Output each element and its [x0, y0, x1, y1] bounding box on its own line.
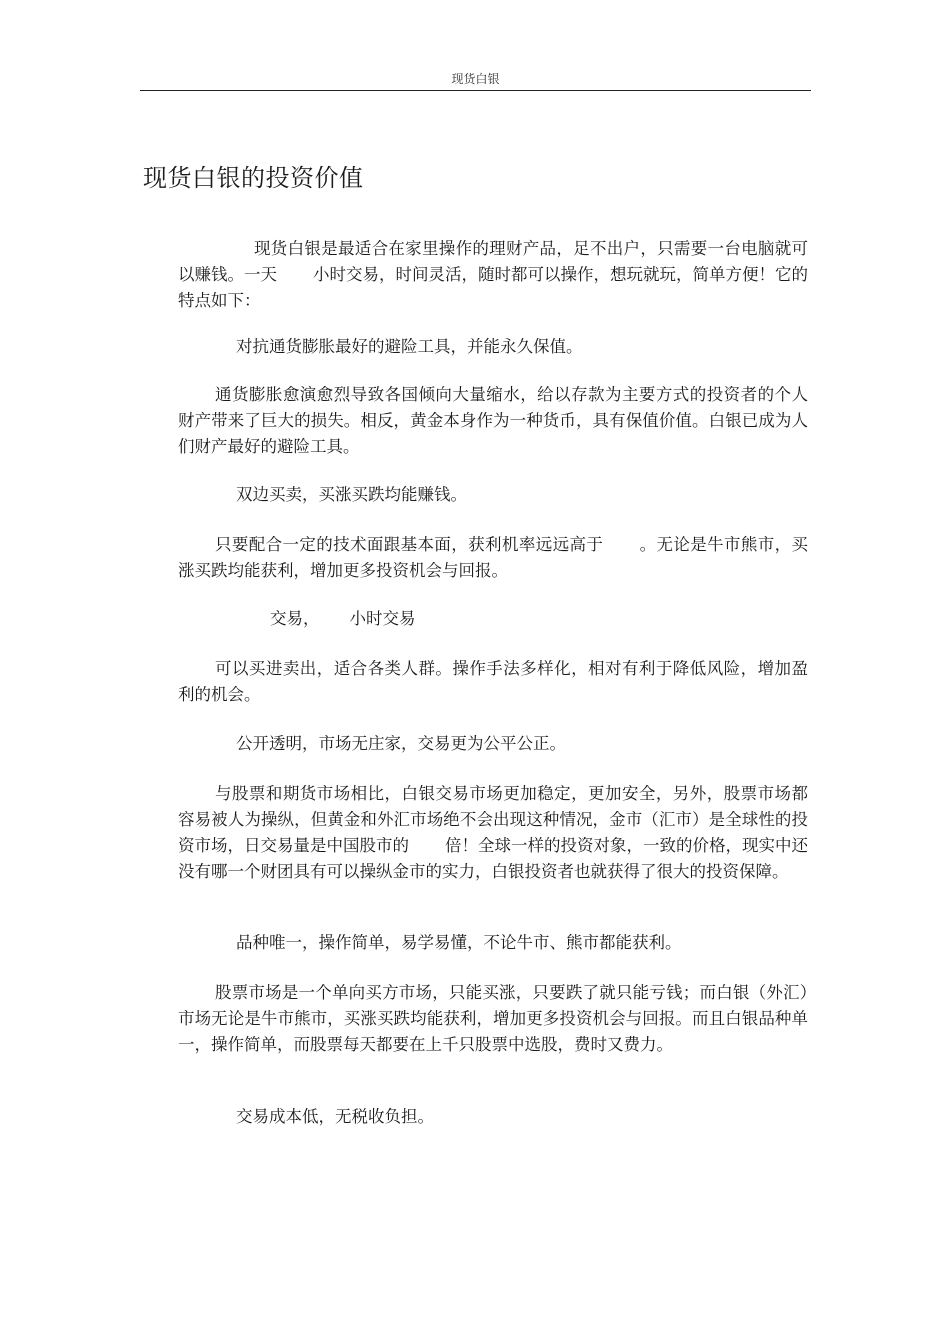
feature-paragraph-2-text-2: 。无论是牛市熊市，买涨买跌均能获利，增加更多投资机会与回报。: [178, 535, 809, 580]
feature-paragraph-3: 可以买进卖出，适合各类人群。操作手法多样化，相对有利于降低风险，增加盈利的机会。: [178, 659, 808, 704]
feature-heading-1: 对抗通货膨胀最好的避险工具，并能永久保值。: [236, 337, 583, 356]
feature-heading-3-text-1: 交易，: [270, 609, 320, 628]
feature-paragraph-4: [178, 781, 808, 885]
document-title: 现货白银的投资价值: [143, 164, 364, 192]
feature-paragraph-2-text-1: 只要配合一定的技术面跟基本面，获利机率远远高于: [215, 535, 604, 554]
page-header: [140, 72, 811, 91]
intro-paragraph: [178, 236, 808, 314]
feature-paragraph-4-text-2: 倍！全球一样的投资对象，一致的价格，现实中还没有哪一个财团具有可以操纵金市的实力，白银投资者也就获得了很大的投资保障。: [178, 836, 808, 881]
feature-heading-2: 双边买卖，买涨买跌均能赚钱。: [236, 485, 467, 504]
feature-heading-6: 交易成本低，无税收负担。: [236, 1107, 434, 1126]
feature-paragraph-5: 股票市场是一个单向买方市场，只能买涨，只要跌了就只能亏钱；而白银（外汇）市场无论是牛市熊市，买涨买跌均能获利，增加更多投资机会与回报。而且白银品种单一，操作简单，而股票每天都要在上千只股票中选股，费时又费力。: [178, 983, 808, 1054]
running-title: 现货白银: [451, 72, 500, 86]
feature-paragraph-2: [178, 532, 808, 584]
intro-text-1: 现货白银是最适合在家里操作的理财产品，足不出户，只需要一台电脑就可以赚钱。一天: [178, 239, 808, 284]
feature-heading-3-text-2: 小时交易: [349, 609, 416, 628]
feature-heading-3: [270, 606, 840, 632]
intro-text-2: 小时交易，时间灵活，随时都可以操作，想玩就玩，简单方便！它的特点如下：: [178, 265, 808, 310]
feature-paragraph-1: 通货膨胀愈演愈烈导致各国倾向大量缩水，给以存款为主要方式的投资者的个人财产带来了巨大的损失。相反，黄金本身作为一种货币，具有保值价值。白银已成为人们财产最好的避险工具。: [178, 385, 808, 456]
feature-heading-4: 公开透明，市场无庄家，交易更为公平公正。: [236, 734, 566, 753]
feature-heading-5: 品种唯一，操作简单，易学易懂，不论牛市、熊市都能获利。: [236, 933, 682, 952]
feature-paragraph-4-text-1: 与股票和期货市场相比，白银交易市场更加稳定，更加安全，另外，股票市场都容易被人为操纵，但黄金和外汇市场绝不会出现这种情况，金市（汇市）是全球性的投资市场，日交易量是中国股市的: [178, 784, 808, 855]
